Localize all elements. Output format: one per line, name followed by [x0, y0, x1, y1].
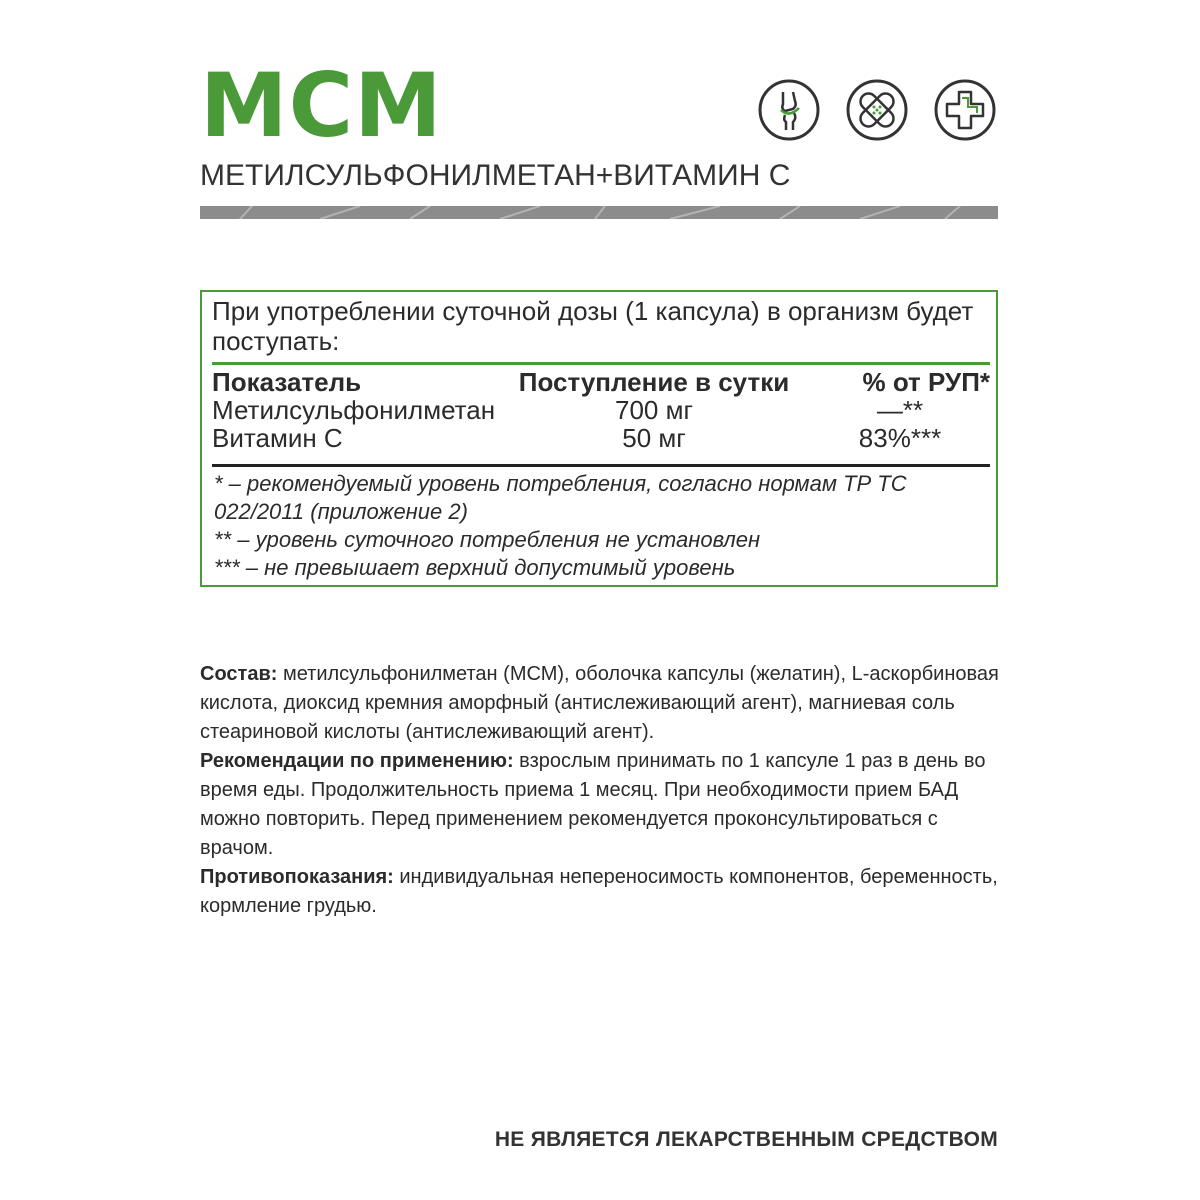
- disclaimer: НЕ ЯВЛЯЕТСЯ ЛЕКАРСТВЕННЫМ СРЕДСТВОМ: [494, 1128, 998, 1151]
- composition-label: Состав:: [200, 663, 278, 685]
- contraindications-text: индивидуальная непереносимость компонентов, беременность, кормление грудью.: [200, 866, 998, 917]
- table-row: [212, 424, 990, 452]
- intake-intro: При употреблении суточной дозы (1 капсула) в организм будет поступать:: [212, 296, 974, 356]
- row-amount: 700 мг: [615, 395, 693, 425]
- contraindications-label: Противопоказания:: [200, 866, 394, 888]
- usage-label: Рекомендации по применению:: [200, 750, 514, 772]
- row-name: Метилсульфонилметан: [212, 395, 496, 425]
- nutrition-table: [212, 368, 990, 452]
- product-subtitle: МЕТИЛСУЛЬФОНИЛМЕТАН+ВИТАМИН С: [200, 159, 791, 192]
- footnote: * – рекомендуемый уровень потребления, согласно нормам ТР ТС 022/2011 (приложение 2): [214, 471, 907, 524]
- row-name: Витамин С: [212, 423, 343, 453]
- table-header-row: [212, 368, 990, 396]
- product-description: [200, 660, 1000, 921]
- row-amount: 50 мг: [622, 423, 686, 453]
- benefit-icons: [757, 78, 997, 142]
- joint-icon: [757, 78, 821, 142]
- row-percent: 83%***: [858, 423, 942, 453]
- product-title: МСМ: [200, 54, 443, 157]
- footnote: *** – не превышает верхний допустимый уровень: [214, 555, 736, 580]
- column-header-indicator: Показатель: [212, 367, 362, 397]
- usage-text: взрослым принимать по 1 капсуле 1 раз в день во время еды. Продолжительность приема 1 месяц. При необходимости прием БАД можно повторить. Перед применением рекомендуется проконсультироваться с врачом.: [200, 750, 986, 859]
- contraindications-paragraph: [200, 863, 1000, 921]
- column-header-percent: % от РУП*: [862, 367, 990, 397]
- usage-paragraph: [200, 747, 1000, 863]
- table-row: [212, 396, 990, 424]
- footnotes: [214, 470, 990, 582]
- decorative-stripe: [200, 206, 998, 219]
- table-top-rule: [212, 362, 990, 365]
- medical-cross-icon: [933, 78, 997, 142]
- composition-text: метилсульфонилметан (МСМ), оболочка капсулы (желатин), L-аскорбиновая кислота, диоксид кремния аморфный (антислеживающий агент), магниевая соль стеариновой кислоты (антислеживающий агент).: [200, 663, 999, 743]
- composition-paragraph: [200, 660, 1000, 747]
- column-header-intake: Поступление в сутки: [518, 367, 790, 397]
- nutrition-info-box: [200, 290, 998, 587]
- row-percent: —**: [876, 395, 924, 425]
- table-bottom-rule: [212, 464, 990, 467]
- bandage-icon: [845, 78, 909, 142]
- footnote: ** – уровень суточного потребления не установлен: [214, 527, 761, 552]
